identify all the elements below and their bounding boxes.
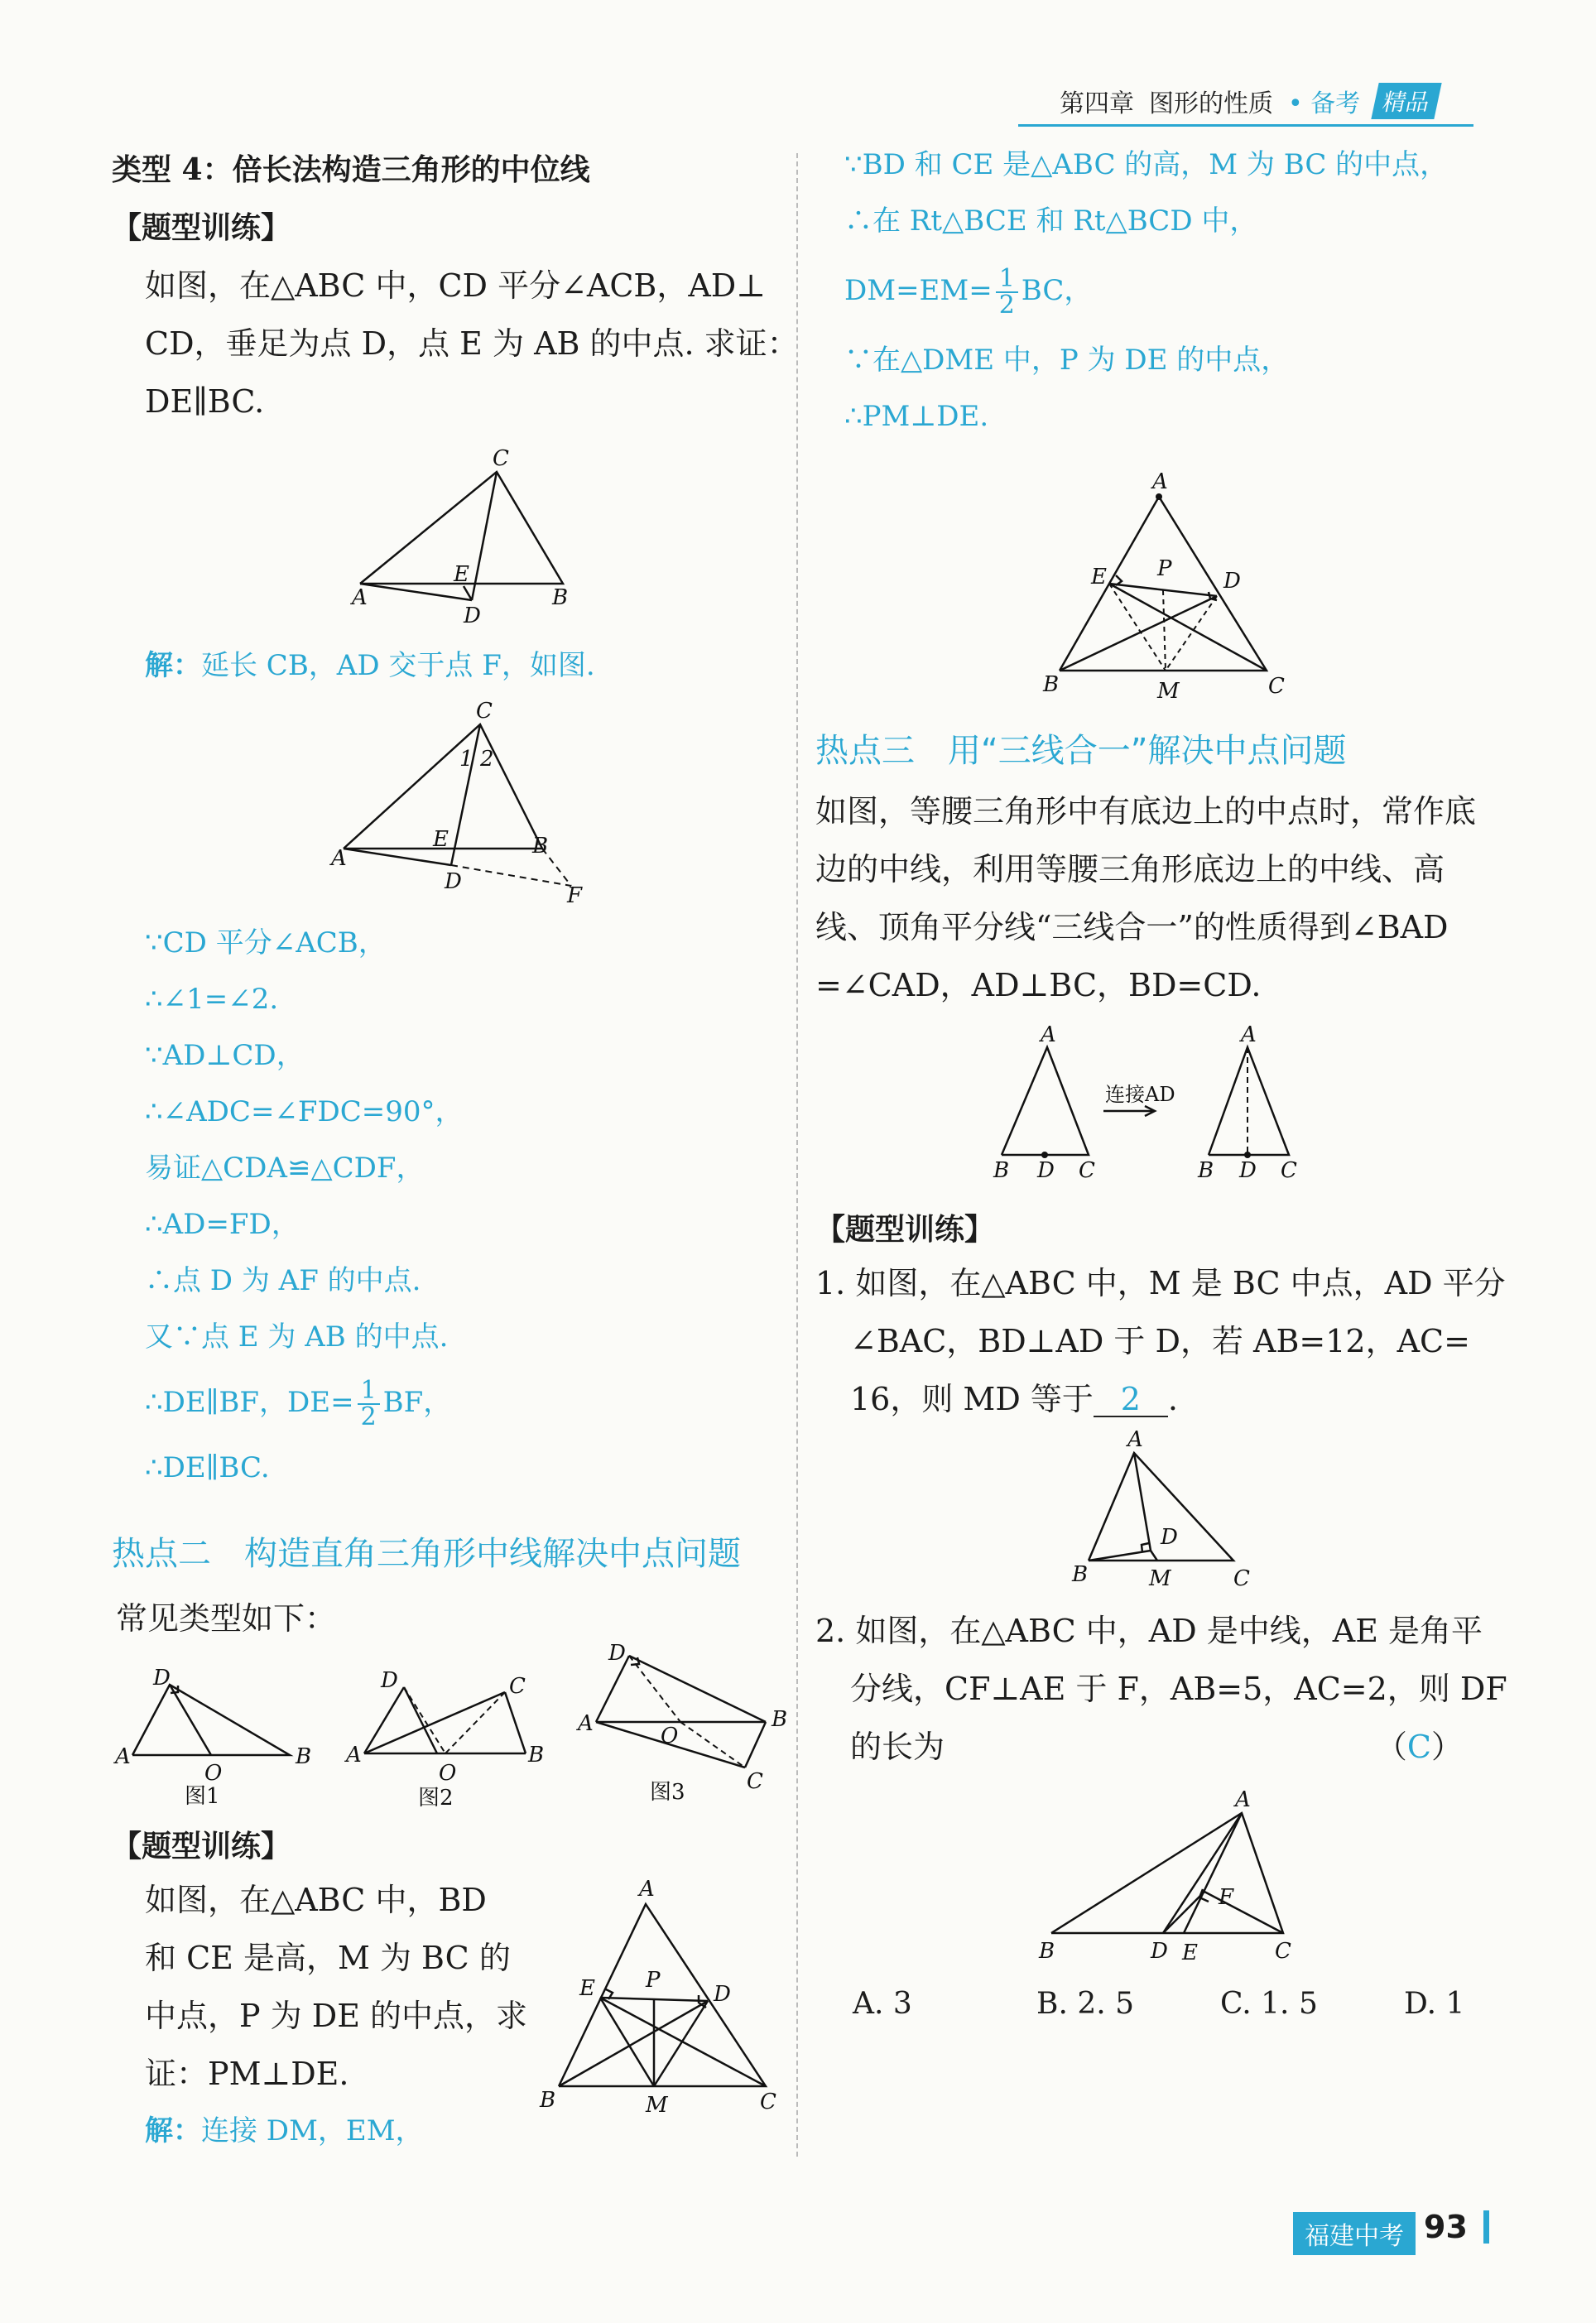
figure-isosceles [981,1018,1329,1184]
question-1 [815,1254,1506,1428]
figure-triangle-acd [339,439,596,629]
option-a[interactable]: A. 3 [853,1987,912,2021]
label-b: B [1072,1562,1089,1587]
problem-1-line: DE∥BC. [145,383,265,420]
label-a: A [578,1711,594,1736]
answer-choice: C [1406,1729,1431,1765]
solution-line: ∵AD⊥CD， [145,1039,305,1072]
question-2-line: 分线，CF⊥AE 于 F，AB=5，AC=2，则 DF [850,1671,1507,1707]
label-b: B [993,1158,1010,1183]
label-p: P [1157,556,1172,581]
label-c: C [747,1769,763,1794]
tag-badge: 精品 [1372,83,1442,119]
connect-ad-label: 连接AD [1105,1083,1175,1106]
label-m: M [1149,1566,1171,1591]
label-a: A [639,1877,655,1902]
label-d: D [1037,1158,1055,1183]
fraction-half: $\frac{1}{2}$ [358,1378,380,1430]
label-f: F [1219,1885,1234,1910]
label-c: C [1275,1939,1291,1964]
label-d: D [1151,1939,1168,1964]
training-label-3: 【题型训练】 [815,1212,995,1247]
label-a: A [1235,1788,1251,1812]
question-1-line: ∠BAC，BD⊥AD 于 D，若 AB=12，AC= [850,1323,1470,1359]
continued-line: ∵在△DME 中，P 为 DE 的中点， [844,344,1290,377]
problem-2-solution: 解：连接 DM，EM， [145,2114,424,2147]
caption-fig2: 图2 [418,1786,454,1809]
figure-type-1 [112,1664,319,1809]
solution-line: ∴∠ADC=∠FDC=90°， [145,1095,464,1128]
solution-label: 解： [145,649,201,682]
solution-fraction-line: ∴DE∥BF，DE= $\frac{1}{2}$ BF， [145,1376,452,1431]
label-b: B [528,1743,545,1768]
label-d: D [1239,1158,1257,1183]
continued-line: ∴PM⊥DE. [844,400,989,433]
label-c: C [476,700,493,724]
problem-1-line: 如图，在△ABC 中，CD 平分∠ACB，AD⊥ [145,267,766,304]
question-1-line: 1. 如图，在△ABC 中，M 是 BC 中点，AD 平分 [815,1265,1506,1301]
label-b: B [1039,1939,1055,1964]
label-m: M [646,2093,668,2118]
solution-line: ∴AD=FD， [145,1208,300,1241]
label-a: A [1041,1022,1056,1047]
common-types-label: 常见类型如下： [116,1600,337,1637]
label-o: O [204,1761,223,1786]
label-f: F [567,883,583,907]
solution-line: 易证△CDA≌△CDF， [145,1152,425,1185]
label-a: A [331,846,347,871]
chapter-label: 第四章 [1060,89,1134,118]
label-b: B [1043,672,1060,697]
caption-fig1: 图1 [185,1784,220,1809]
hot3-title: 热点三 用“三线合一”解决中点问题 [815,732,1347,770]
label-b: B [540,2088,556,2113]
label-d: D [608,1641,626,1666]
figure-type-3 [571,1635,795,1809]
solution-intro [145,637,595,694]
footer-accent-bar [1483,2210,1489,2244]
page-number: 93 [1424,2209,1468,2245]
problem-2 [145,1871,527,2103]
option-c[interactable]: C. 1. 5 [1220,1987,1318,2021]
hot3-line: =∠CAD，AD⊥BC，BD=CD. [815,967,1262,1003]
problem-2-line: 中点，P 为 DE 的中点，求 [145,1998,528,2034]
label-m: M [1157,679,1180,704]
problem-2-line: 如图，在△ABC 中，BD [145,1882,487,1918]
solution-intro-text: 延长 CB，AD 交于点 F，如图. [201,649,595,682]
label-b: B [1198,1158,1214,1183]
problem-1 [145,257,799,430]
hot3-line: 如图，等腰三角形中有底边上的中点时，常作底 [815,793,1477,830]
label-e: E [579,1976,595,2001]
question-2 [815,1602,1507,1776]
answer-paren: （C） [1375,1729,1463,1765]
label-c: C [1281,1158,1297,1183]
continued-fraction-line: DM=EM= $\frac{1}{2}$ BC， [844,264,1093,320]
label-angle-2: 2 [480,747,494,772]
label-a: A [1127,1428,1143,1452]
label-b: B [296,1744,312,1769]
label-d: D [464,604,481,628]
figure-type-2 [339,1656,555,1809]
figure-altitudes-left [522,1867,786,2123]
label-b: B [772,1707,788,1732]
caption-fig3: 图3 [650,1780,685,1805]
hot3-line: 线、顶角平分线“三线合一”的性质得到∠BAD [815,909,1449,945]
label-d: D [1223,569,1241,594]
label-b: B [552,585,569,610]
footer-badge: 福建中考 [1293,2212,1416,2255]
label-p: P [646,1968,661,1993]
option-d[interactable]: D. 1 [1404,1987,1465,2021]
solution-line: 又∵点 E 为 AB 的中点. [145,1320,449,1354]
label-c: C [493,446,509,471]
label-d: D [381,1668,398,1693]
solution-line: ∴DE∥BC. [145,1451,270,1484]
figure-question-1 [1068,1428,1275,1594]
label-a: A [346,1743,362,1768]
question-2-line: 2. 如图，在△ABC 中，AD 是中线，AE 是角平 [815,1613,1483,1649]
type4-title: 类型 4：倍长法构造三角形的中位线 [112,152,590,187]
section-label: 图形的性质 [1149,89,1273,118]
brand-label: • 备考 [1288,89,1361,118]
label-d: D [445,869,462,894]
column-divider [796,153,798,2157]
label-e: E [454,562,469,587]
question-2-last-line: 的长为 （C） [815,1718,1463,1776]
label-e: E [1091,565,1107,589]
hot3-body [815,782,1476,1014]
training-label-1: 【题型训练】 [112,210,291,245]
label-angle-1: 1 [459,747,474,772]
question-1-answer-line: 16，则 MD 等于 2 . [850,1381,1178,1417]
label-o: O [439,1761,457,1786]
figure-altitudes-right [1018,459,1316,708]
label-c: C [1268,674,1285,699]
label-e: E [433,827,449,852]
page-header [1060,83,1438,119]
label-d: D [714,1982,731,2007]
solution-line: ∵CD 平分∠ACB， [145,926,387,960]
solution-steps [145,915,464,1496]
problem-1-line: CD，垂足为点 D，点 E 为 AB 的中点. 求证： [145,325,799,362]
label-c: C [509,1674,526,1699]
label-a: A [115,1744,131,1769]
fraction-half: $\frac{1}{2}$ [996,267,1018,318]
figure-extended-f [327,700,600,907]
label-a: A [1241,1022,1257,1047]
label-a: A [352,585,368,610]
label-o: O [661,1724,679,1748]
hot3-line: 边的中线，利用等腰三角形底边上的中线、高 [815,851,1445,887]
option-b[interactable]: B. 2. 5 [1036,1987,1135,2021]
label-c: C [1233,1566,1250,1591]
label-c: C [1079,1158,1095,1183]
label-a: A [1152,469,1168,494]
continued-line: ∵BD 和 CE 是△ABC 的高，M 为 BC 的中点， [844,148,1449,181]
answer-blank: 2 [1094,1383,1168,1417]
training-label-2: 【题型训练】 [112,1829,291,1864]
question-2-options [853,1987,1588,2021]
label-d: D [153,1666,171,1691]
solution-line: ∴∠1=∠2. [145,983,279,1016]
header-rule [1018,124,1473,127]
hot2-title: 热点二 构造直角三角形中线解决中点问题 [112,1535,741,1573]
right-continued [844,137,1448,445]
problem-2-line: 证：PM⊥DE. [145,2056,349,2092]
continued-line: ∴在 Rt△BCE 和 Rt△BCD 中， [844,204,1258,238]
label-c: C [760,2090,776,2114]
label-e: E [1182,1941,1198,1965]
problem-2-line: 和 CE 是高，M 为 BC 的 [145,1940,511,1976]
label-b: B [532,834,549,858]
label-d: D [1161,1525,1178,1550]
figure-question-2 [1026,1788,1341,1970]
solution-line: ∴点 D 为 AF 的中点. [145,1264,421,1297]
